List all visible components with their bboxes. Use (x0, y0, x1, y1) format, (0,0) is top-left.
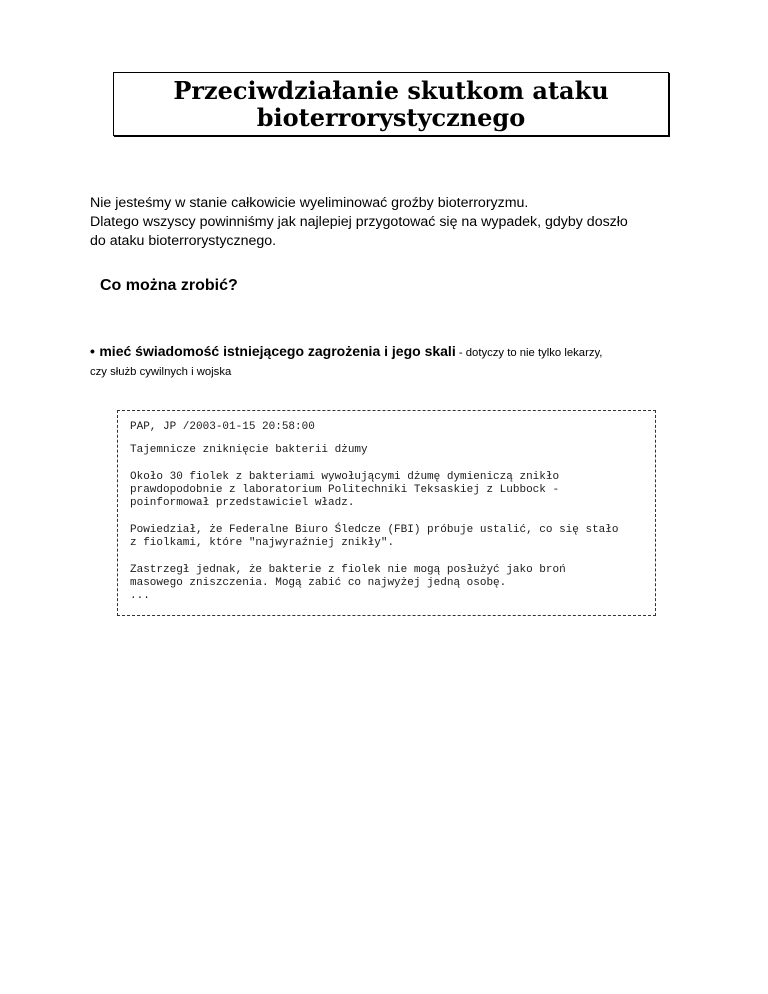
intro-line-3: do ataku bioterrorystycznego. (90, 233, 277, 249)
news-para1-line-3: poinformował przedstawiciel władz. (130, 497, 355, 510)
news-headline: Tajemnicze zniknięcie bakterii dżumy (130, 444, 368, 456)
intro-line-2: Dlatego wszyscy powinniśmy jak najlepiej przygotować się na wypadek, gdyby doszło (90, 214, 628, 230)
news-gap (130, 510, 643, 523)
news-para3-line-1: Zastrzegł jednak, że bakterie z fiolek nie mogą posłużyć jako broń (130, 563, 566, 576)
title-line-2: bioterrorystycznego (256, 103, 526, 132)
bullet-item (90, 342, 710, 381)
news-quote-box (117, 410, 656, 616)
section-heading: Co można zrobić? (100, 277, 238, 294)
news-para2-line-1: Powiedział, że Federalne Biuro Śledcze (FBI) próbuje ustalić, co się stało (130, 523, 619, 536)
intro-line-1: Nie jesteśmy w stanie całkowicie wyeliminować groźby bioterroryzmu. (90, 195, 529, 211)
bullet-strong-text: mieć świadomość istniejącego zagrożenia i jego skali (99, 343, 456, 359)
bullet-dash: - (455, 347, 466, 359)
bullet-rest-line-1: dotyczy to nie tylko lekarzy, (465, 347, 603, 359)
bullet-marker: • (90, 343, 95, 359)
title-line-1: Przeciwdziałanie skutkom ataku (173, 76, 609, 105)
bullet-rest-line-2: czy służb cywilnych i wojska (90, 366, 232, 378)
news-header: PAP, JP /2003-01-15 20:58:00 (130, 421, 315, 433)
intro-paragraph (90, 194, 730, 251)
news-para3-line-2: masowego zniszczenia. Mogą zabić co najwyżej jedną osobę. (130, 576, 507, 589)
news-para3-line-3: ... (130, 590, 150, 603)
news-para2-line-2: z fiolkami, które "najwyraźniej znikły". (130, 537, 395, 550)
title-box (113, 72, 669, 136)
news-para1-line-2: prawdopodobnie z laboratorium Politechniki Teksaskiej z Lubbock - (130, 483, 560, 496)
news-gap (130, 457, 643, 470)
news-gap (130, 550, 643, 563)
news-para1-line-1: Około 30 fiolek z bakteriami wywołującymi dżumę dymieniczą znikło (130, 470, 560, 483)
